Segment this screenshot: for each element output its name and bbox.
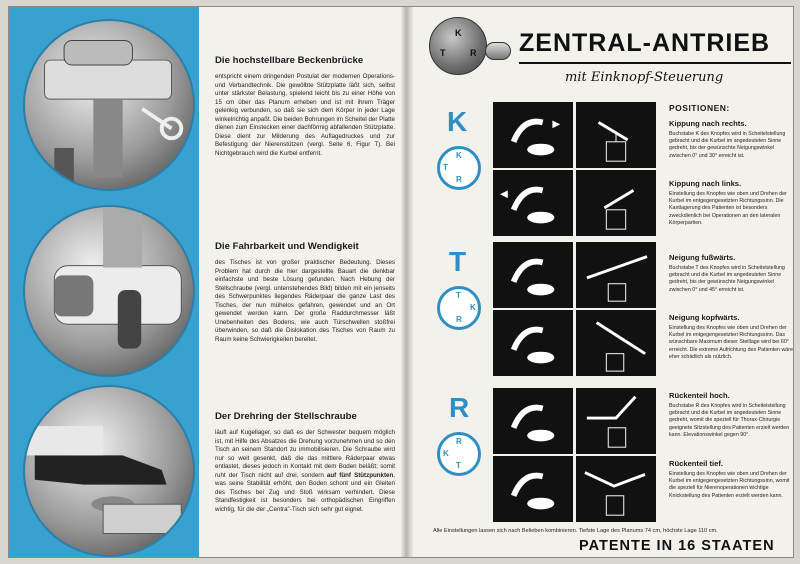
table-diagram-tilt-right — [576, 102, 656, 168]
screw-ring-photo — [23, 385, 195, 557]
crank-diagram-k-right — [493, 102, 573, 168]
title-rule — [519, 62, 791, 64]
dial-r: R T K — [437, 432, 481, 476]
control-knob-image: K R T — [429, 17, 487, 75]
position-head-down: Neigung kopfwärts. Einstellung des Knopfes wie oben und Drehen der Kurbel im entgegengesetzten Richtungssinn. Das wünschbare Maximum dieser Steillage wird bei 60° erreicht. Die extreme Aufrichtung des Patienten wäre eher schädlich als nützlich. — [669, 313, 793, 360]
crank-diagram-t-head — [493, 310, 573, 376]
page-fold — [401, 7, 413, 557]
section-screw-ring — [215, 411, 395, 514]
positions-column — [669, 103, 793, 119]
section-body: läuft auf Kugellager, so daß es der Schwester bequem möglich ist, mit Hilfe des Absatzes die Drehung vorzunehmen und so den Tisch an seinem Standort zu immobilisieren. Die Schraube wird nur so weit gesenkt, daß die das mittlere Räderpaar etwas entlastet, dieses jedoch in Kontakt mit dem Boden beläßt; somit ruht der Tisch nicht auf drei, sondern auf fünf Stützpunkten, was seine Stabilität erhöht, den Boden schont und ein Gleiten des Tisches bei Zug und Stoß wirksam verhindert. Diese Standfestigkeit ist besonders bei orthopädischen Eingriffen wichtig, für die der „Centra"-Tisch sich sehr gut eignet. — [215, 429, 395, 513]
crank-diagram-r-down — [493, 456, 573, 522]
table-diagram-foot-down — [576, 242, 656, 308]
letter-cell-k: K K R T — [427, 102, 491, 234]
table-diagram-tilt-left — [576, 170, 656, 236]
table-diagram-back-up — [576, 388, 656, 454]
section-mobility — [215, 241, 395, 344]
patent-banner: PATENTE IN 16 STAATEN — [579, 538, 775, 554]
position-foot-down: Neigung fußwärts. Buchstabe T des Knopfes wird in Scheitelstellung gebracht und die Kurbel im angedeuteten Sinne gedreht, bis der gewünschte Neigungswinkel zwischen 0° und 45° erreicht ist. — [669, 253, 785, 293]
position-back-down: Rückenteil tief. Einstellung des Knopfes wie oben und Drehen der Kurbel im entgegengesetzten Richtungssinn, womit die speziell für Nierenoperationen wichtige Knickstellung des Patienten erzielt werden kann. — [669, 459, 790, 499]
section-heading: Die hochstellbare Beckenbrücke — [215, 55, 364, 66]
section-body: entspricht einem dringenden Postulat der modernen Operations- und Verbandtechnik. Die gewölbte Stützplatte läßt sich, selbst unter stärkster Belastung, spielend leicht bis zu einer Höhe von 15 cm über das Planum erheben und ist mit ihrem Träger gelenkig verbunden, so daß sie sich dem Körper in jeder Lage winkelrichtig anpaßt. Die beiden Bohrungen im Scheitel der Platte dienen zum Einstecken einer dachförmig abfallenden Stützplatte. Diese dient zur Milderung des Auflagedruckes und zur Befestigung der Nierenstützen (vergl. Seite 6, Figur T). Bei Nichtgebrauch wird die Kurbel entfernt. — [215, 73, 395, 157]
crank-diagram-k-left — [493, 170, 573, 236]
page-title: ZENTRAL-ANTRIEB — [519, 29, 771, 57]
table-diagram-head-down — [576, 310, 656, 376]
position-back-up: Rückenteil hoch. Buchstabe R des Knopfes wird in Scheitelstellung gebracht und die Kurbel im angedeuteten Sinne gedreht, womit die speziell für Thorax-Chirurgie geeignete Sitzstellung des Patienten erzielt werden kann. Elevationswinkel gegen 90°. — [669, 391, 790, 438]
position-tilt-left: Kippung nach links. Einstellung des Knopfes wie oben und Drehen der Kurbel im entgegengesetzten Richtungssinn. Die Kantlagerung des Patienten ist besonders zweckdienlich bei Operationen an den lateralen Körperpartien. — [669, 179, 787, 226]
section-pelvic-bridge — [215, 55, 395, 158]
section-body: des Tisches ist von großer praktischer Bedeutung. Dieses Problem hat durch die hier dargestellte Bauart die denkbar einfachste und beste Lösung gefunden. Nach Hebung der Stellschraube (vergl. untenstehendes Bild) bilden mit ein jenseits des Schwerpunktes liegendes Räderpaar die ganze Last des Tisches, der nun mühelos gefahren, gewendet und an Ort gewendet werden kann. Der große Raddurchmesser läßt Unebenheiten des Bodens, wie auch Türschwellen stoßfrei überwinden, so daß die Dislokation des Tisches von Raum zu Raum keine Schwierigkeiten bereitet. — [215, 259, 395, 343]
pelvic-bridge-photo — [23, 19, 195, 191]
dial-t: T K R — [437, 286, 481, 330]
knob-shaft — [485, 42, 511, 60]
crank-diagram-t-foot — [493, 242, 573, 308]
table-diagram-back-down — [576, 456, 656, 522]
wheel-base-photo — [23, 205, 195, 377]
letter-cell-t: T T K R — [427, 242, 491, 374]
position-tilt-right: Kippung nach rechts. Buchstabe K des Knopfes wird in Scheitelstellung gebracht und die Kurbel im angedeuteten Sinne gedreht, bis der gewünschte Neigungswinkel zwischen 0° und 30° erreicht ist. — [669, 119, 786, 159]
brochure-sheet — [8, 6, 794, 558]
section-heading: Der Drehring der Stellschraube — [215, 411, 357, 422]
crank-diagram-r-up — [493, 388, 573, 454]
letter-cell-r: R R T K — [427, 388, 491, 520]
section-heading: Die Fahrbarkeit und Wendigkeit — [215, 241, 359, 252]
page-subtitle: mit Einknopf-Steuerung — [565, 70, 724, 85]
footnote: Alle Einstellungen lassen sich nach Belieben kombinieren. Tiefste Lage des Planums 74 cm, höchste Lage 110 cm. — [433, 528, 718, 534]
dial-k: K R T — [437, 146, 481, 190]
positions-heading: POSITIONEN: — [669, 103, 730, 113]
